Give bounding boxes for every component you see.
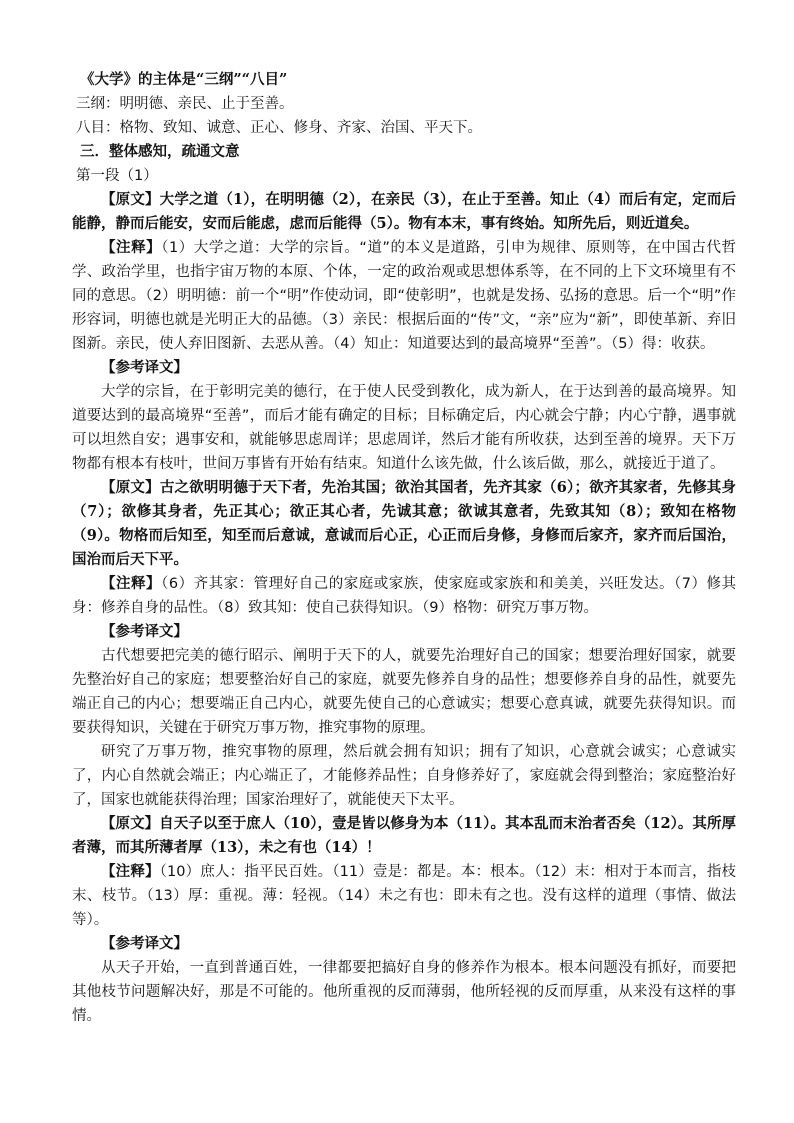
notes-block [72, 860, 736, 932]
notes-text: （6）齐其家：管理好自己的家庭或家族，使家庭或家族和和美美，兴旺发达。（7）修其身：修养自身的品性。（8）致其知：使自己获得知识。（9）格物：研究万事万物。 [72, 576, 737, 616]
original-text-block [72, 476, 736, 572]
translation-label: 【参考译文】 [101, 359, 188, 376]
document-content [72, 68, 736, 1028]
notes-label: 【注释】 [101, 575, 162, 592]
original-text: 古之欲明明德于天下者，先治其国；欲治其国者，先齐其家（6）；欲齐其家者，先修其身（7）；欲修其身者，先正其心；欲正其心者，先诚其意；欲诚其意者，先致其知（8）；致知在格物（9）。物格而后知至，知至而后意诚，意诚而后心正，心正而后身修，身修而后家齐，家齐而后国治，国治而后天下平。 [72, 479, 736, 568]
notes-text: （10）庶人：指平民百姓。（11）壹是：都是。本：根本。（12）末：相对于本而言，指枝末、枝节。（13）厚：重视。薄：轻视。（14）未之有也：即未有之也。没有这样的道理（事情、做法等）。 [72, 864, 736, 928]
original-text: 自天子以至于庶人（10），壹是皆以修身为本（11）。其本乱而末治者否矣（12）。其所厚者薄，而其所薄者厚（13），未之有也（14）！ [72, 815, 737, 856]
section-heading: 三．整体感知，疏通文意 [80, 143, 240, 160]
translation-paragraph: 从天子开始，一直到普通百姓，一律都要把搞好自身的修养作为根本。根本问题没有抓好，而要把其他枝节问题解决好，那是不可能的。他所重视的反而薄弱，他所轻视的反而厚重，从来没有这样的事情。 [72, 960, 736, 1024]
paragraph-label: 第一段（1） [76, 168, 158, 184]
text-section-2 [72, 476, 736, 812]
main-heading: 《大学》的主体是“三纲”“八目” [80, 71, 288, 88]
translation-label: 【参考译文】 [101, 623, 188, 640]
text-section-1 [72, 188, 736, 476]
translation-paragraph: 古代想要把完美的德行昭示、阐明于天下的人，就要先治理好自己的国家；想要治理好国家，就要先整治好自己的家庭；想要整治好自己的家庭，就要先修养自身的品性；想要修养自身的品性，就要先端正自己的内心；想要端正自己内心，就要先使自己的心意诚实；想要心意真诚，就要先获得知识。而要获得知识，关键在于研究万事万物，推究事物的原理。 [72, 648, 736, 736]
original-text-block [72, 188, 736, 236]
notes-label: 【注释】 [101, 239, 162, 256]
translation-label: 【参考译文】 [101, 935, 188, 952]
eight-items: 八目：格物、致知、诚意、正心、修身、齐家、治国、平天下。 [76, 120, 482, 136]
text-section-3 [72, 812, 736, 1028]
original-label: 【原文】 [101, 815, 160, 832]
original-text-block [72, 812, 736, 860]
notes-label: 【注释】 [101, 863, 160, 880]
translation-paragraph: 研究了万事万物，推究事物的原理，然后就会拥有知识；拥有了知识，心意就会诚实；心意诚实了，内心自然就会端正；内心端正了，才能修养品性；自身修养好了，家庭就会得到整治；家庭整治好了，国家也就能获得治理；国家治理好了，就能使天下太平。 [72, 744, 736, 808]
original-label: 【原文】 [101, 191, 160, 208]
original-text: 大学之道（1），在明明德（2），在亲民（3），在止于至善。知止（4）而后有定，定而后能静，静而后能安，安而后能虑，虑而后能得（5）。物有本末，事有终始。知所先后，则近道矣。 [72, 191, 737, 232]
notes-text: （1）大学之道：大学的宗旨。“道”的本义是道路，引申为规律、原则等，在中国古代哲学、政治学里，也指宇宙万物的本原、个体，一定的政治观或思想体系等，在不同的上下文环境里有不同的意思。（2）明明德：前一个“明”作使动词，即“使彰明”，也就是发扬、弘扬的意思。后一个“明”作形容词，明德也就是光明正大的品德。（3）亲民：根据后面的“传”文，“亲”应为“新”，即使革新、弃旧图新。亲民，使人弃旧图新、去恶从善。（4）知止：知道要达到的最高境界“至善”。（5）得：收获。 [72, 240, 736, 352]
notes-block [72, 236, 736, 356]
three-principles: 三纲：明明德、亲民、止于至善。 [76, 96, 294, 112]
translation-paragraph: 大学的宗旨，在于彰明完美的德行，在于使人民受到教化，成为新人，在于达到善的最高境界。知道要达到的最高境界“至善”，而后才能有确定的目标；目标确定后，内心就会宁静；内心宁静，遇事就可以坦然自安；遇事安和，就能够思虑周详；思虑周详，然后才能有所收获，达到至善的境界。天下万物都有根本有枝叶，世间万事皆有开始有结束。知道什么该先做，什么该后做，那么，就接近于道了。 [72, 384, 736, 472]
original-label: 【原文】 [101, 479, 160, 496]
notes-block [72, 572, 736, 620]
